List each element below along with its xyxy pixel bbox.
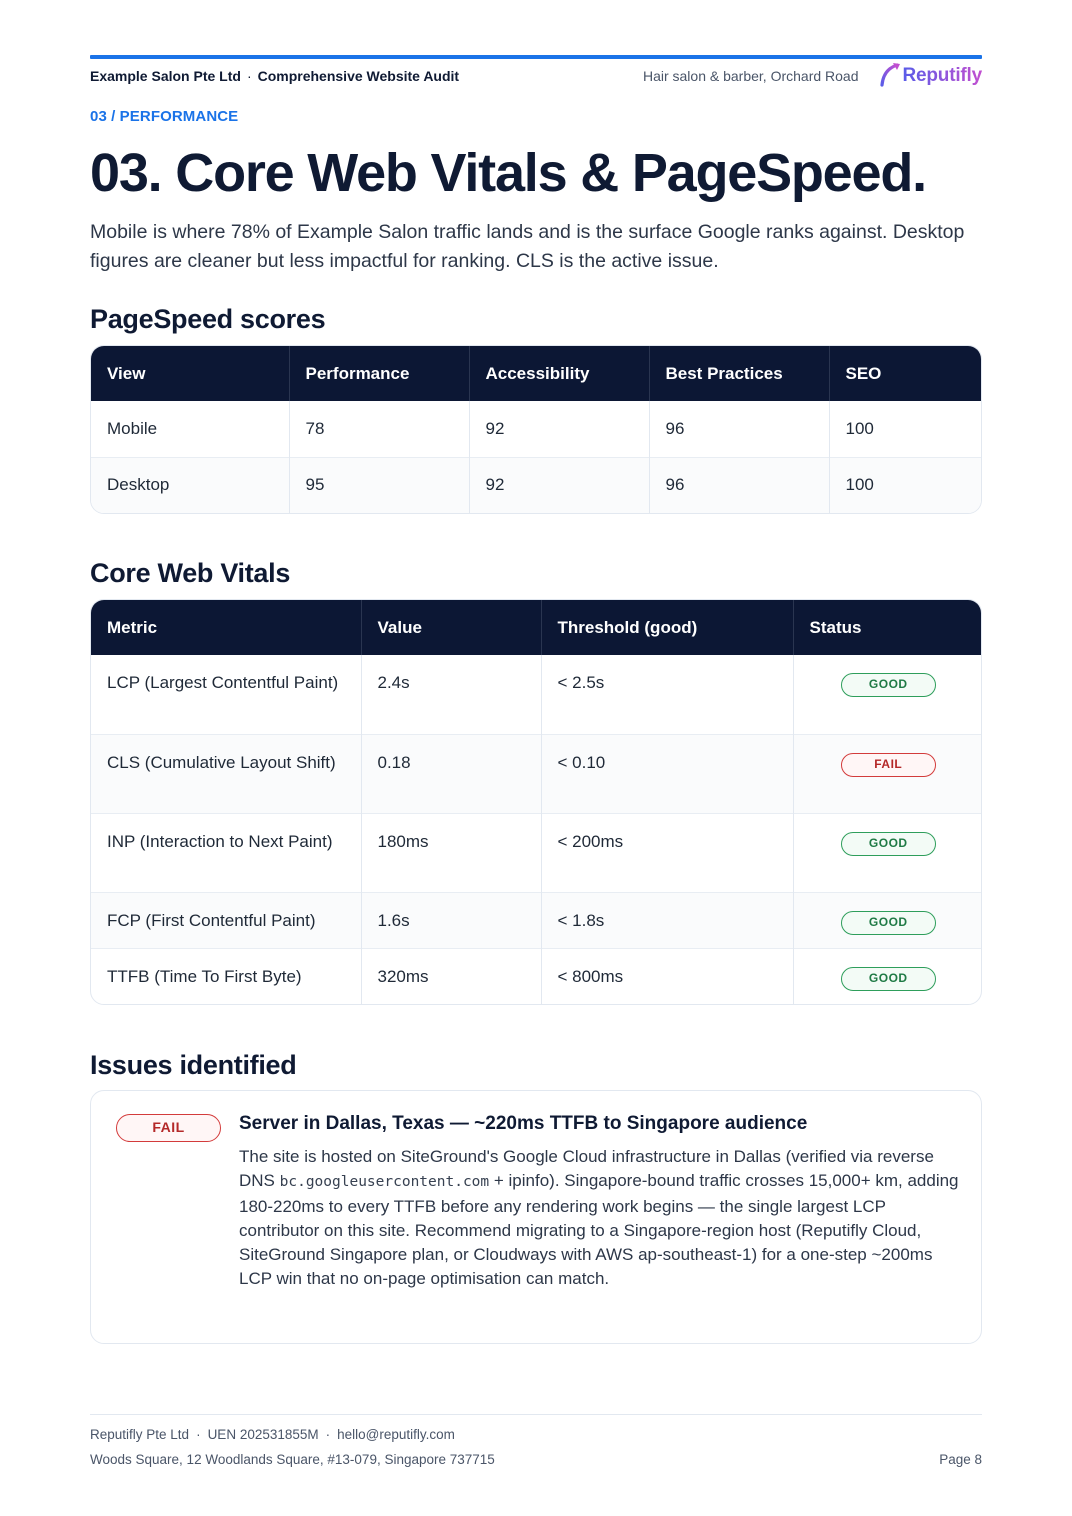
issue-status-badge: FAIL [116,1114,221,1142]
threshold-cell: < 2.5s [541,655,793,734]
table-row [91,457,982,513]
issues-heading: Issues identified [90,1050,297,1080]
column-header: Performance [289,346,469,401]
logo-text: Reputifly [902,65,982,86]
table-cell: 100 [845,418,874,438]
threshold-cell: < 200ms [541,813,793,892]
footer-company-line [90,1427,455,1442]
issue-code: bc.googleusercontent.com [279,1174,490,1191]
table-row [91,892,982,948]
status-badge: GOOD [841,967,936,991]
issue-text: + ipinfo). Singapore-bound traffic crosses 15,000+ km, adding 180-220ms to every TTFB before any rendering work begins — the single largest LCP contributor on this site. Recommend migrating to a Singapore-region host (Reputifly Cloud, SiteGround Singapore plan, or Cloudways with AWS ap-southeast-1) for a one-step ~200ms LCP win that no on-page optimisation can match. [239,1171,959,1289]
reputifly-swoosh-icon [879,61,903,92]
footer-uen: UEN 202531855M [207,1427,319,1442]
metric-cell: LCP (Largest Contentful Paint) [91,655,361,734]
column-header: Best Practices [649,346,829,401]
header-accent-bar [90,55,982,59]
cwv-table [90,599,982,1005]
footer-address: Woods Square, 12 Woodlands Square, #13-079, Singapore 737715 [90,1452,495,1467]
value-cell: 180ms [361,813,541,892]
footer-email: hello@reputifly.com [337,1427,455,1442]
column-header: Threshold (good) [541,600,793,655]
issue-text: The site is hosted on SiteGround's Google Cloud infrastructure in Dallas (verified via reverse DNS [239,1147,934,1191]
table-cell: 96 [649,457,829,513]
header-title [90,68,459,84]
table-row [91,734,982,813]
metric-cell: TTFB (Time To First Byte) [91,948,361,1004]
column-header: Status [793,600,982,655]
table-cell: Mobile [91,401,289,457]
footer-separator: · [325,1427,331,1442]
status-cell [793,813,982,892]
issue-title: Server in Dallas, Texas — ~220ms TTFB to Singapore audience [239,1113,808,1134]
table-cell: Desktop [91,457,289,513]
header-company: Example Salon Pte Ltd [90,68,241,84]
value-cell: 2.4s [361,655,541,734]
table-row [91,401,982,457]
table-cell: 95 [289,457,469,513]
cwv-heading: Core Web Vitals [90,558,291,588]
header-report: Comprehensive Website Audit [257,68,460,84]
column-header: View [91,346,289,401]
reputifly-logo [879,61,982,92]
pagespeed-table [90,345,982,514]
metric-cell: INP (Interaction to Next Paint) [91,813,361,892]
audit-page [90,0,982,1516]
column-header: Accessibility [469,346,649,401]
table-row [91,948,982,1004]
status-cell [793,892,982,948]
footer-separator: · [196,1427,201,1442]
table-cell: 92 [469,401,649,457]
column-header: SEO [829,346,982,401]
page-title: 03. Core Web Vitals & PageSpeed. [90,143,926,203]
pagespeed-heading: PageSpeed scores [90,304,326,334]
value-cell: 320ms [361,948,541,1004]
column-header: Value [361,600,541,655]
metric-cell: FCP (First Contentful Paint) [91,892,361,948]
threshold-cell: < 800ms [541,948,793,1004]
table-cell: 78 [289,401,469,457]
threshold-cell: < 1.8s [541,892,793,948]
header-subtitle: Hair salon & barber, Orchard Road [642,68,859,84]
table-cell: 100 [829,457,982,513]
status-badge: GOOD [841,832,936,856]
section-lead: Mobile is where 78% of Example Salon traffic lands and is the surface Google ranks against. Desktop figures are cleaner but less impactful for ranking. CLS is the active issue. [90,221,965,272]
table-cell: 96 [649,401,829,457]
footer-divider [90,1414,982,1415]
column-header: Metric [91,600,361,655]
section-eyebrow: 03 / PERFORMANCE [90,108,239,125]
status-cell [793,655,982,734]
footer-company: Reputifly Pte Ltd [90,1427,190,1442]
status-badge: GOOD [841,911,936,935]
value-cell: 1.6s [361,892,541,948]
issue-description [239,1145,959,1292]
status-cell [793,948,982,1004]
metric-cell: CLS (Cumulative Layout Shift) [91,734,361,813]
status-badge: GOOD [841,673,936,697]
status-badge: FAIL [841,753,936,777]
value-cell: 0.18 [361,734,541,813]
page-header [90,64,982,88]
header-separator: · [246,68,252,84]
table-cell: 92 [469,457,649,513]
page-number: Page 8 [939,1452,982,1467]
status-cell [793,734,982,813]
table-row [91,655,982,734]
issue-card [90,1090,982,1344]
threshold-cell: < 0.10 [541,734,793,813]
table-row [91,813,982,892]
